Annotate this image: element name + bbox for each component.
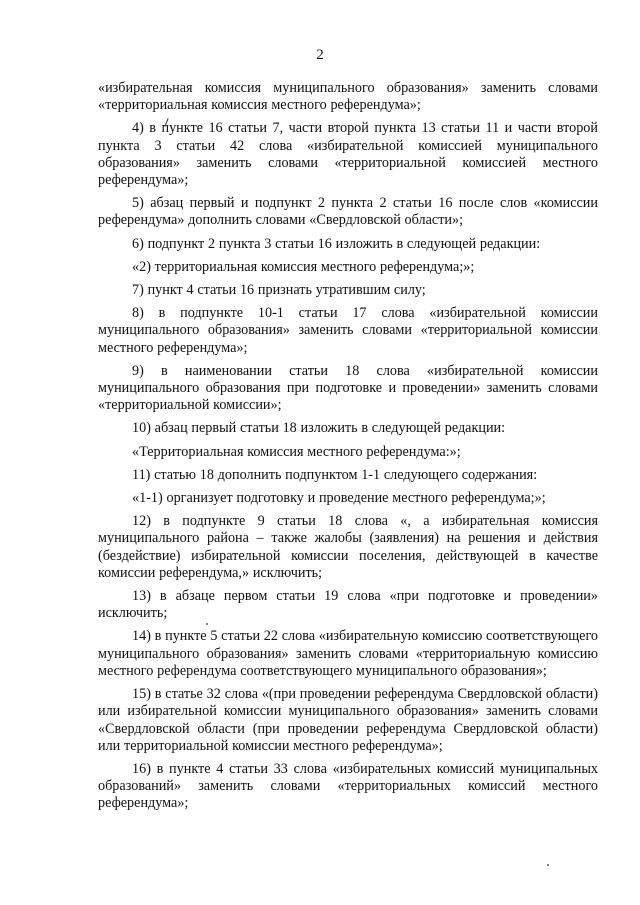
paragraph-item-4: 4) в пункте 16 статьи 7, части второй пункта 13 статьи 11 и части второй пункта 3 статьи 42 слова «избирательной комиссией муниципального образования» заменить словами «территориальной комиссией местного референдума»;: [98, 120, 598, 189]
paragraph-item-15: 15) в статье 32 слова «(при проведении референдума Свердловской области) или избирательной комиссии муниципального образования» заменить словами «Свердловской области (при проведении референдума Свердловской области) или территориальной комиссии местного референдума»;: [98, 686, 598, 754]
paragraph-item-5: 5) абзац первый и подпункт 2 пункта 2 статьи 16 после слов «комиссии референдума» дополнить словами «Свердловской области»;: [98, 195, 598, 229]
paragraph-item-10: 10) абзац первый статьи 18 изложить в следующей редакции:: [132, 420, 506, 437]
page-number: 2: [316, 47, 324, 63]
paragraph-item-8: 8) в подпункте 10-1 статьи 17 слова «избирательной комиссии муниципального образования» заменить словами «территориальной комиссии местного референдума»;: [98, 305, 598, 356]
paragraph-item-13: 13) в абзаце первом статьи 19 слова «при подготовке и проведении» исключить;: [98, 588, 598, 622]
scan-speck: [547, 864, 549, 866]
paragraph-item-7: 7) пункт 4 статьи 16 признать утратившим силу;: [132, 282, 426, 299]
paragraph-item-6: 6) подпункт 2 пункта 3 статьи 16 изложить в следующей редакции:: [132, 235, 541, 252]
paragraph-quote-11: «1-1) организует подготовку и проведение местного референдума;»;: [132, 490, 546, 507]
paragraph-item-12: 12) в подпункте 9 статьи 18 слова «, а избирательная комиссия муниципального района – также жалобы (заявления) на решения и действия (бездействие) избирательной комиссии поселения, действующей в качестве комиссии референдума,» исключить;: [98, 513, 598, 581]
paragraph-quote-6: «2) территориальная комиссия местного референдума;»;: [132, 258, 475, 275]
paragraph-quote-10: «Территориальная комиссия местного референдума:»;: [132, 443, 461, 460]
paragraph-item-9: 9) в наименовании статьи 18 слова «избирательной комиссии муниципального образования при подготовке и проведении» заменить словами «территориальной комиссии»;: [98, 362, 598, 414]
paragraph-item-14: 14) в пункте 5 статьи 22 слова «избирательную комиссию соответствующего муниципального образования» заменить словами «территориальную комиссию местного референдума соответствующего муниципального образования»;: [98, 628, 599, 679]
document-body: [98, 80, 598, 819]
scan-speck: [206, 623, 208, 625]
paragraph-continuation: «избирательная комиссия муниципального образования» заменить словами «территориальная комиссия местного референдума»;: [98, 80, 598, 114]
paragraph-item-16: 16) в пункте 4 статьи 33 слова «избирательных комиссий муниципальных образований» заменить словами «территориальных комиссий местного референдума»;: [98, 760, 598, 812]
paragraph-item-11: 11) статью 18 дополнить подпунктом 1-1 следующего содержания:: [132, 466, 538, 483]
